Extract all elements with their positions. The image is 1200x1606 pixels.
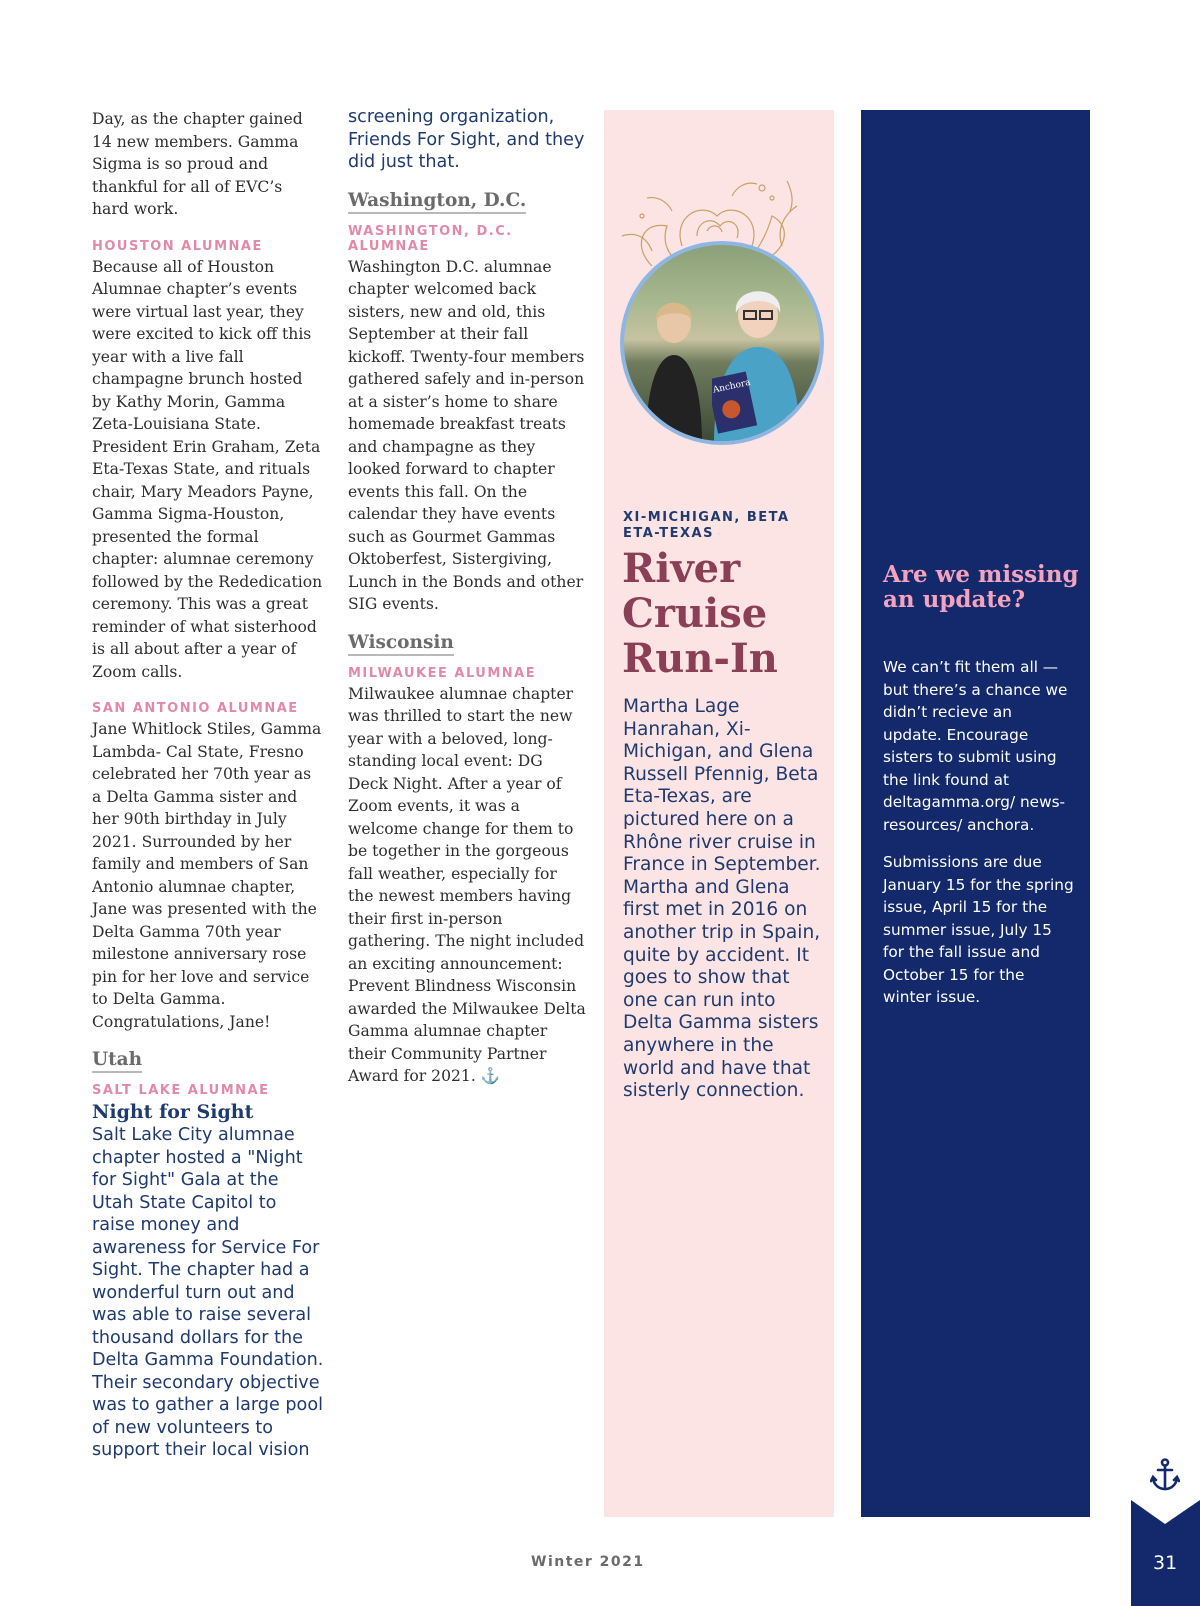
callout-title: River Cruise Run-In [622, 545, 778, 682]
washington-dc-alumnae-label: WASHINGTON, D.C. ALUMNAE [348, 223, 513, 254]
column-1-intro: Day, as the chapter gained 14 new members. Gamma Sigma is so proud and thankful for all of EVC’s hard work. [92, 110, 303, 218]
milwaukee-alumnae-body: Milwaukee alumnae chapter was thrilled to start the new year with a beloved, long-standing local event: DG Deck Night. After a year of Zoom events, it was a welcome change for them to be together in the gorgeous fall weather, especially for the newest members having their first in-person gathering. The night included an exciting announcement: Prevent Blindness Wisconsin awarded the Milwaukee Delta Gamma alumnae chapter their Community Partner Award for 2021. [348, 684, 586, 1085]
sidebar-title: Are we missing an update? [883, 561, 1079, 613]
wisconsin-region-heading: Wisconsin [348, 632, 454, 656]
column-2-continuation: screening organization, Friends For Sight, and they did just that. [348, 107, 585, 172]
milwaukee-alumnae-text [348, 683, 586, 1088]
salt-lake-alumnae-label: SALT LAKE ALUMNAE [92, 1083, 270, 1098]
footer-issue: Winter 2021 [531, 1554, 645, 1570]
night-for-sight-title: Night for Sight [92, 1101, 254, 1123]
anchor-icon [1150, 1458, 1180, 1492]
washington-dc-region-heading: Washington, D.C. [348, 190, 526, 214]
utah-region-heading: Utah [92, 1049, 142, 1073]
column-1 [92, 108, 324, 1462]
houston-alumnae-text: Because all of Houston Alumnae chapter’s events were virtual last year, they were excited to kick off this year with a live fall champagne brunch hosted by Kathy Morin, Gamma Zeta-Louisiana State. President Erin Graham, Zeta Eta-Texas State, and rituals chair, Mary Meadors Payne, Gamma Sigma-Houston, presented the formal chapter: alumnae ceremony followed by the Rededication ceremony. This was a great reminder of what sisterhood is all about after a year of Zoom calls. [92, 257, 323, 681]
san-antonio-alumnae-text: Jane Whitlock Stiles, Gamma Lambda- Cal State, Fresno celebrated her 70th year as a Delta Gamma sister and her 90th birthday in July 2021. Surrounded by her family and members of San Antonio alumnae chapter, Jane was presented with the Delta Gamma 70th year milestone anniversary rose pin for her love and service to Delta Gamma. Congratulations, Jane! [92, 720, 322, 1031]
milwaukee-alumnae-label: MILWAUKEE ALUMNAE [348, 665, 537, 681]
houston-alumnae-label: HOUSTON ALUMNAE [92, 238, 263, 254]
person-left [642, 285, 704, 445]
sidebar-body [883, 656, 1075, 1024]
san-antonio-alumnae-label: SAN ANTONIO ALUMNAE [92, 701, 299, 716]
callout-body: Martha Lage Hanrahan, Xi-Michigan, and Glena Russell Pfennig, Beta Eta-Texas, are pictured here on a Rhône river cruise in France in September. Martha and Glena first met in 2016 on another trip in Spain, quite by accident. It goes to show that one can run into Delta Gamma sisters anywhere in the world and have that sisterly connection. [623, 696, 821, 1102]
washington-dc-alumnae-text: Washington D.C. alumnae chapter welcomed back sisters, new and old, this September at their fall kickoff. Twenty-four members gathered safely and in-person at a sister’s home to share homemade breakfast treats and champagne as they looked forward to chapter events this fall. On the calendar they have events such as Gourmet Gammas Oktoberfest, Sistergiving, Lunch in the Bonds and other SIG events. [348, 257, 585, 613]
person-right [712, 275, 802, 445]
page-number: 31 [1153, 1552, 1178, 1574]
callout-chapter-label: XI-MICHIGAN, BETA ETA-TEXAS [623, 510, 790, 541]
magazine-cover-text: Anchora [712, 377, 752, 396]
sidebar-paragraph-1: We can’t fit them all — but there’s a chance we didn’t recieve an update. Encourage sisters to submit using the link found at deltagamma.org/ news-resources/ anchora. [883, 658, 1068, 834]
callout-photo [612, 176, 827, 446]
sidebar-paragraph-2: Submissions are due January 15 for the spring issue, April 15 for the summer issue, July 15 for the fall issue and October 15 for the winter issue. [883, 853, 1074, 1006]
end-anchor-icon: ⚓ [480, 1067, 501, 1085]
night-for-sight-text: Salt Lake City alumnae chapter hosted a "Night for Sight" Gala at the Utah State Capitol to raise money and awareness for Service For Sight. The chapter had a wonderful turn out and was able to raise several thousand dollars for the Delta Gamma Foundation. Their secondary objective was to gather a large pool of new volunteers to support their local vision [92, 1125, 324, 1460]
column-2 [348, 106, 586, 1088]
photo-circle [620, 241, 824, 445]
